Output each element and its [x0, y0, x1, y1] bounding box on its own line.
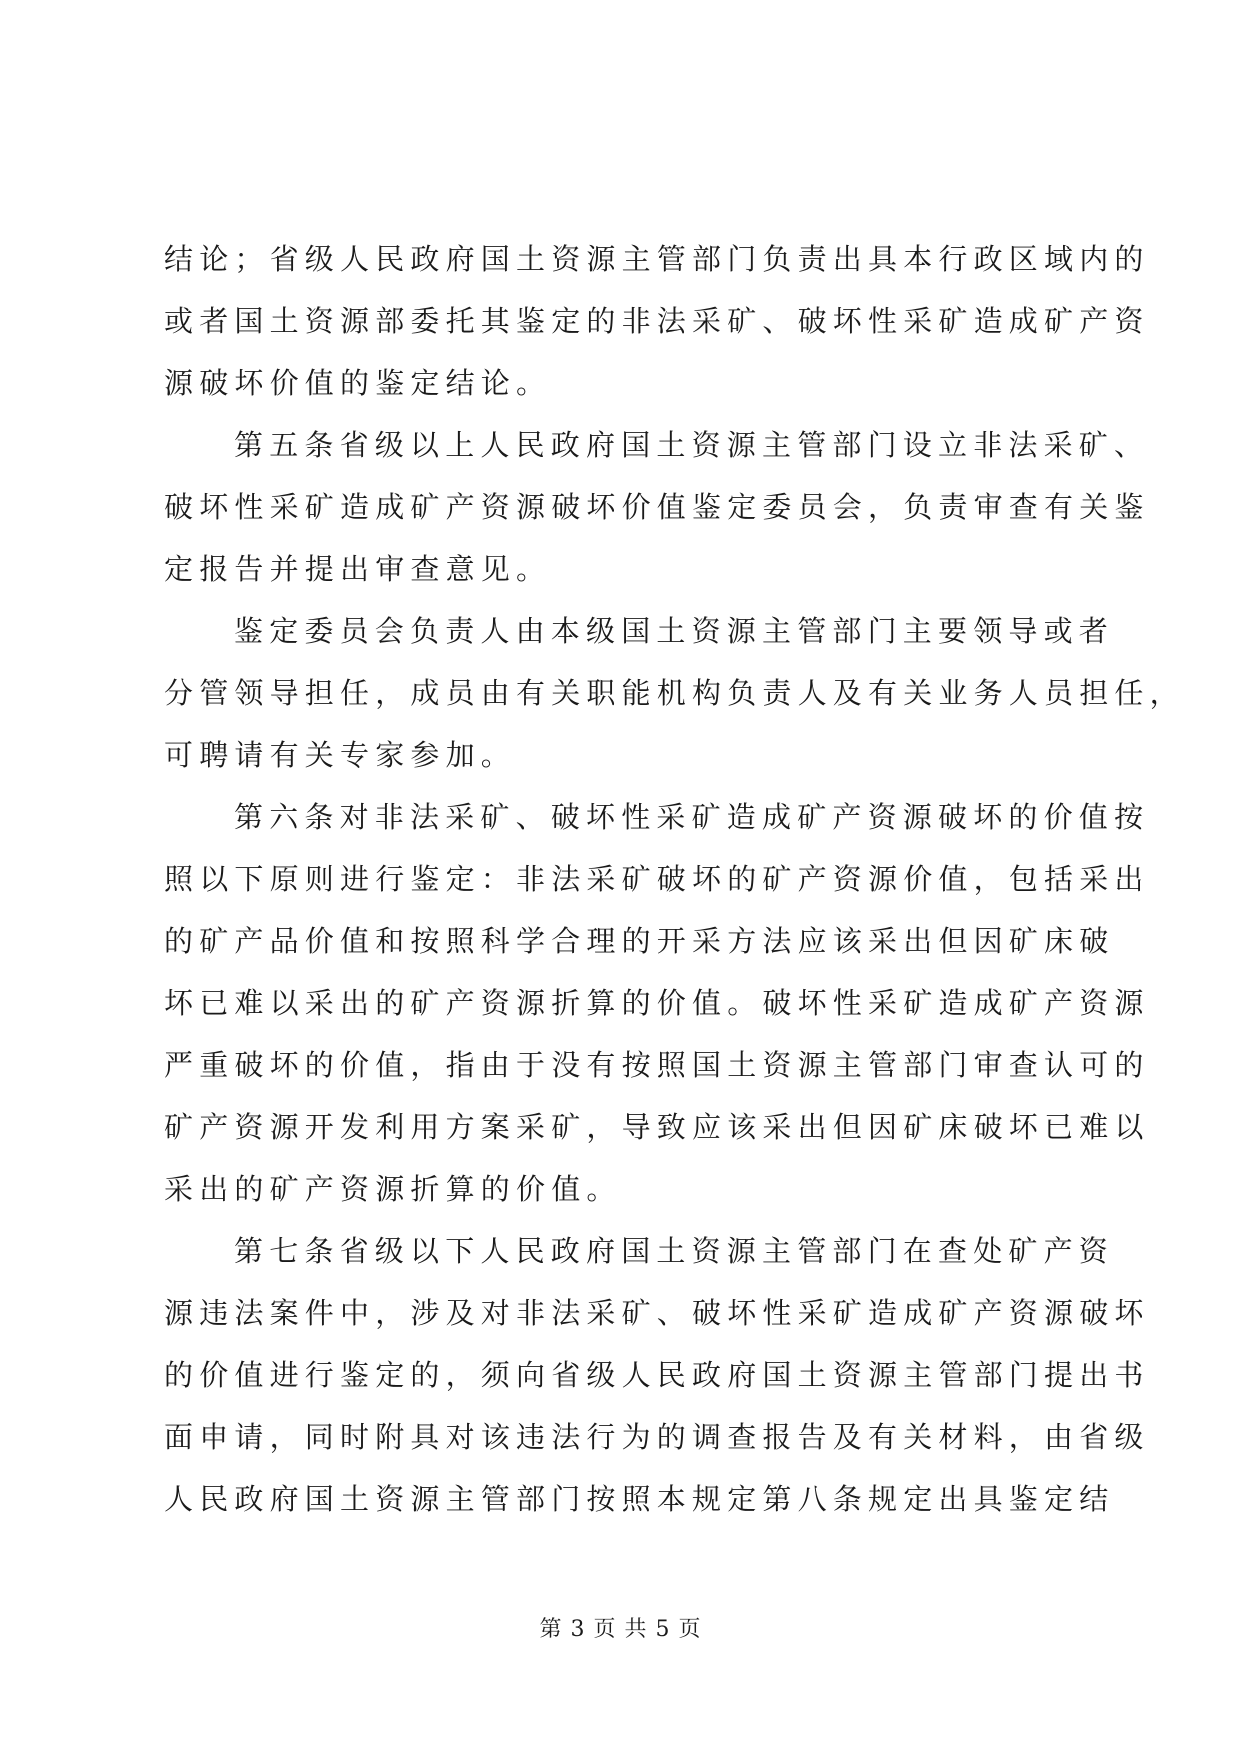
text-line: 的矿产品价值和按照科学合理的开采方法应该采出但因矿床破: [164, 924, 1115, 958]
text-line: 可聘请有关专家参加。: [164, 738, 517, 772]
paragraph-start-line: 鉴定委员会负责人由本级国土资源主管部门主要领导或者: [234, 614, 1115, 648]
text-line: 定报告并提出审查意见。: [164, 552, 552, 586]
text-line: 的价值进行鉴定的，须向省级人民政府国土资源主管部门提出书: [164, 1358, 1150, 1392]
text-line: 面申请，同时附具对该违法行为的调查报告及有关材料，由省级: [164, 1420, 1150, 1454]
text-line: 破坏性采矿造成矿产资源破坏价值鉴定委员会，负责审查有关鉴: [164, 490, 1150, 524]
text-line: 人民政府国土资源主管部门按照本规定第八条规定出具鉴定结: [164, 1482, 1115, 1516]
text-line: 源破坏价值的鉴定结论。: [164, 366, 552, 400]
text-line: 严重破坏的价值，指由于没有按照国土资源主管部门审查认可的: [164, 1048, 1150, 1082]
text-line: 源违法案件中，涉及对非法采矿、破坏性采矿造成矿产资源破坏: [164, 1296, 1150, 1330]
text-line: 分管领导担任，成员由有关职能机构负责人及有关业务人员担任，: [164, 676, 1185, 710]
text-line: 照以下原则进行鉴定：非法采矿破坏的矿产资源价值，包括采出: [164, 862, 1150, 896]
text-line: 结论；省级人民政府国土资源主管部门负责出具本行政区域内的: [164, 242, 1150, 276]
text-line: 矿产资源开发利用方案采矿，导致应该采出但因矿床破坏已难以: [164, 1110, 1150, 1144]
text-line: 采出的矿产资源折算的价值。: [164, 1172, 622, 1206]
paragraph-start-line: 第七条省级以下人民政府国土资源主管部门在查处矿产资: [234, 1234, 1115, 1268]
text-line: 或者国土资源部委托其鉴定的非法采矿、破坏性采矿造成矿产资: [164, 304, 1150, 338]
paragraph-start-line: 第五条省级以上人民政府国土资源主管部门设立非法采矿、: [234, 428, 1150, 462]
paragraph-start-line: 第六条对非法采矿、破坏性采矿造成矿产资源破坏的价值按: [234, 800, 1150, 834]
document-body: [164, 228, 1185, 1530]
text-line: 坏已难以采出的矿产资源折算的价值。破坏性采矿造成矿产资源: [164, 986, 1150, 1020]
page-number-footer: 第 3 页 共 5 页: [539, 1617, 702, 1642]
